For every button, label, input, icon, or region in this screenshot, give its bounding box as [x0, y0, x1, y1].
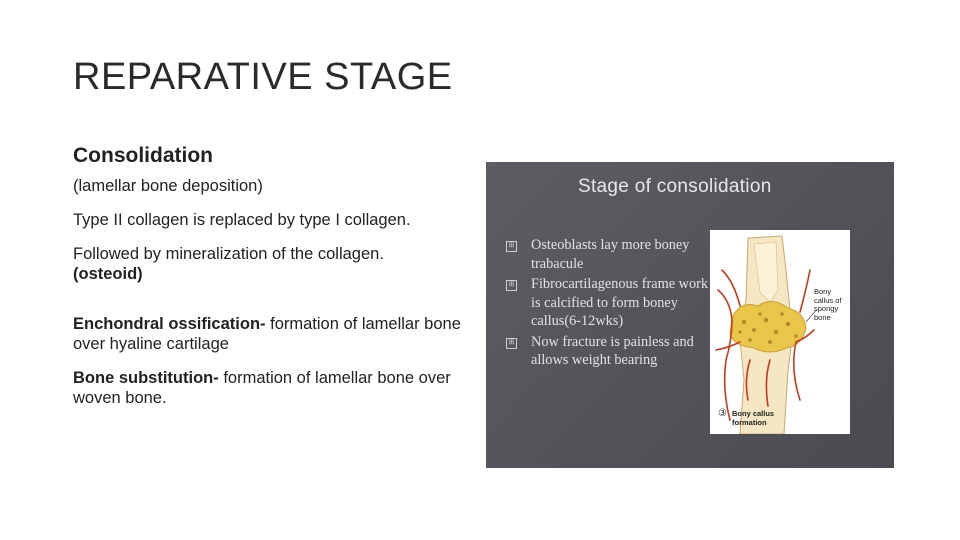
text-collagen-replacement: Type II collagen is replaced by type I collagen.	[73, 211, 411, 229]
text-mineralization-main: Followed by mineralization of the collagen.	[73, 245, 384, 263]
figure-bullet-list	[506, 236, 711, 372]
consolidation-figure	[486, 162, 894, 468]
slide-title: REPARATIVE STAGE	[73, 56, 453, 98]
bullet-box-icon: ⊞	[506, 338, 517, 349]
label-bony-callus-formation: Bony callus formation	[732, 409, 775, 427]
bullet-text: Fibrocartilagenous frame work is calcified to form boney callus(6-12wks)	[531, 276, 709, 329]
term-enchondral: Enchondral ossification-	[73, 315, 266, 333]
text-mineralization	[73, 244, 473, 284]
text-lamellar: (lamellar bone deposition)	[73, 177, 263, 195]
list-item	[506, 236, 711, 273]
text-osteoid: (osteoid)	[73, 265, 143, 283]
bony-callus-drawing	[710, 230, 850, 434]
bullet-text: Now fracture is painless and allows weight bearing	[531, 333, 694, 368]
section-heading: Consolidation	[73, 144, 213, 167]
text-enchondral	[73, 314, 473, 354]
list-item	[506, 333, 711, 370]
bullet-box-icon: ⊞	[506, 241, 517, 252]
bullet-box-icon: ⊞	[506, 280, 517, 291]
list-item	[506, 275, 711, 331]
bullet-text: Osteoblasts lay more boney trabacule	[531, 237, 690, 272]
term-substitution: Bone substitution-	[73, 369, 219, 387]
content-block	[73, 146, 473, 422]
desc-substitution: formation of lamellar bone over woven bone.	[73, 369, 451, 407]
label-bony-callus-spongy: Bony callus of spongy bone	[814, 287, 842, 322]
desc-enchondral: formation of lamellar bone over hyaline cartilage	[73, 315, 461, 353]
label-step-number: ③	[718, 408, 727, 419]
bone-illustration	[710, 230, 850, 434]
figure-title: Stage of consolidation	[578, 176, 772, 197]
text-substitution	[73, 368, 473, 408]
